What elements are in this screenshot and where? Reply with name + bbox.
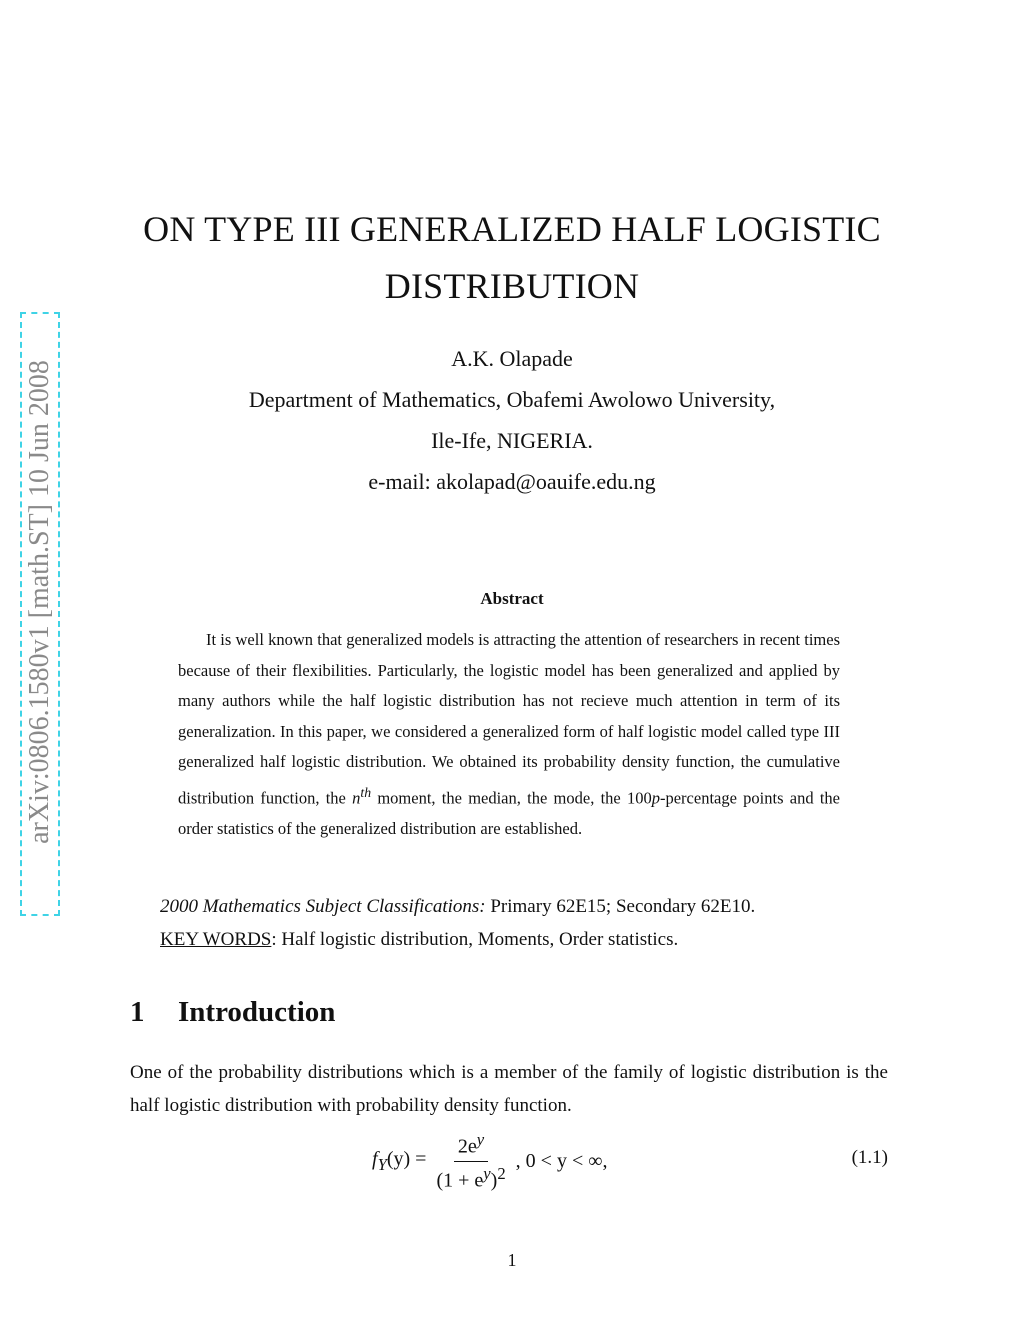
abstract-heading: Abstract: [480, 589, 544, 608]
keywords-line: [160, 929, 678, 951]
keywords-label: KEY WORDS: [160, 929, 272, 950]
eq-denominator: [436, 1162, 505, 1193]
msc-line: [160, 896, 755, 918]
eq-lhs-sub: Y: [377, 1154, 387, 1174]
eq-denominator-pow: 2: [497, 1163, 506, 1183]
nth-superscript: th: [360, 784, 372, 800]
author-name: A.K. Olapade: [451, 346, 573, 371]
eq-numerator: [454, 1130, 488, 1162]
msc-label: 2000 Mathematics Subject Classifications:: [160, 896, 486, 917]
equation-1-1: [372, 1130, 608, 1192]
p-variable: p: [651, 788, 660, 808]
equation-number: (1.1): [851, 1147, 888, 1168]
nth-variable: n: [352, 788, 361, 808]
eq-lhs-arg: (y) =: [386, 1147, 427, 1170]
keywords-value: : Half logistic distribution, Moments, Order statistics.: [271, 929, 679, 950]
section-title: Introduction: [178, 996, 336, 1028]
section-number: 1: [130, 996, 145, 1028]
title-line-1: ON TYPE III GENERALIZED HALF LOGISTIC: [143, 209, 881, 249]
eq-lhs: f: [372, 1147, 378, 1170]
arxiv-stamp: arXiv:0806.1580v1 [math.ST] 10 Jun 2008: [24, 360, 55, 844]
eq-denominator-sup: y: [483, 1163, 491, 1183]
abstract-text: [178, 625, 840, 845]
eq-tail: , 0 < y < ∞,: [515, 1149, 608, 1172]
eq-denominator-end: ): [490, 1169, 498, 1192]
abstract-part-1: It is well known that generalized models is attracting the attention of researchers in recent times because of their flexibilities. Particularly, the logistic model has been generalized and applied by many authors while the half logistic distribution has not recieve much attention in term of its generalization. In this paper, we considered a generalized form of half logistic model called type III generalized half logistic distribution. We obtained its probability density function, the cumulative distribution function, the: [178, 630, 840, 808]
author-email: e-mail: akolapad@oauife.edu.ng: [368, 469, 656, 494]
affiliation-line-1: Department of Mathematics, Obafemi Awolowo University,: [248, 387, 776, 412]
section-heading: [130, 996, 335, 1029]
eq-denominator-base: (1 + e: [436, 1169, 484, 1192]
eq-numerator-base: 2e: [457, 1135, 477, 1158]
eq-numerator-sup: y: [476, 1130, 485, 1149]
affiliation-line-2: Ile-Ife, NIGERIA.: [431, 428, 593, 453]
page-number: 1: [507, 1250, 517, 1270]
msc-value: Primary 62E15; Secondary 62E10.: [485, 896, 756, 917]
intro-paragraph: One of the probability distributions which is a member of the family of logistic distribution is the half logistic distribution with probability density function.: [130, 1062, 888, 1116]
eq-fraction: [436, 1130, 505, 1192]
title-line-2: DISTRIBUTION: [384, 266, 640, 306]
abstract-part-3: -percentage points and the order statistics of the generalized distribution are established.: [178, 788, 840, 839]
abstract-part-2: moment, the median, the mode, the 100: [371, 788, 652, 808]
